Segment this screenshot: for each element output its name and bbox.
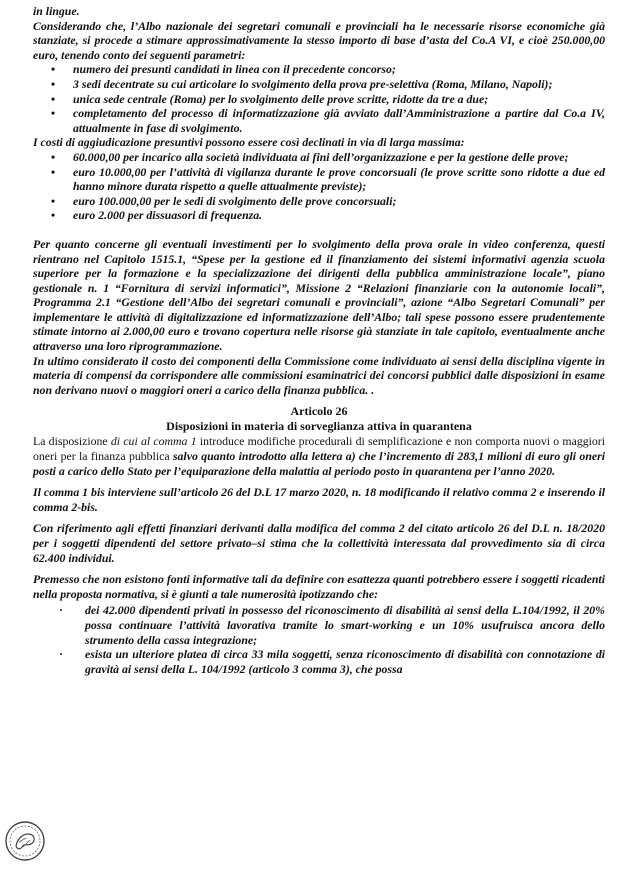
list-item: • numero dei presunti candidati in linea con il precedente concorso; (51, 62, 396, 77)
article-number: Articolo 26 (290, 404, 348, 419)
article-title: Disposizioni in materia di sorveglianza attiva in quarantena (166, 419, 472, 434)
paragraph-costs-intro: I costi di aggiudicazione presuntivi possono essere così declinati in via di larga massima: (33, 135, 465, 150)
bullet-icon: • (51, 76, 56, 91)
bullet-icon: • (51, 149, 56, 164)
list-item: • completamento del processo di informatizzazione già avviato dall’Amministrazione a partire dal Co.a IV, attualmente in fase di svolgimento. (51, 106, 605, 135)
spacer (33, 565, 605, 572)
list-item: • 3 sedi decentrate su cui articolare lo svolgimento della prova pre-selettiva (Roma, Milano, Napoli); (51, 76, 553, 91)
list-item: · esista un ulteriore platea di circa 33 mila soggetti, senza riconoscimento di disabilità con connotazione di gravità ai sensi della L. 104/1992 (articolo 3 comma 3), che possa (59, 647, 605, 676)
spacer (33, 514, 605, 521)
bullet-icon: • (51, 91, 56, 106)
dot-icon: · (59, 647, 63, 662)
bullet-icon: • (51, 193, 56, 208)
paragraph-premesso: Premesso che non esistono fonti informative tali da definire con esattezza quanti potrebbero essere i soggetti ricadenti nella proposta normativa, si è giunti a tale numerosità ipotizzando che: (33, 572, 605, 601)
paragraph-effetti-finanziari: Con riferimento agli effetti finanziari derivanti dalla modifica del comma 2 del citato articolo 26 del D.L n. 18/2020 per i soggetti dipendenti del settore privato–si stima che la collettività interessata dal provvedimento sia di circa 62.400 individui. (33, 521, 605, 565)
bullet-icon: • (51, 106, 56, 121)
paragraph-prova-orale: Per quanto concerne gli eventuali investimenti per lo svolgimento della prova orale in video conferenza, questi rientrano nel Capitolo 1515.1, “Spese per la gestione ed il finanziamento dei sistemi informativi agenzia scuola superiore per la formazione e la specializzazione dei dirigenti della pubblica amministrazione locale”, piano gestionale n. 1 “Fornitura di servizi informatici”, Missione 2 “Relazioni finanziarie con la autonomie locali”, Programma 2.1 “Gestione dell’Albo dei segretari comunali e provinciali”, azione “Albo Segretari Comunali” per implementare le attività di digitalizzazione ed informatizzazione dell’Albo; tali spese possono essere prudentemente stimate intorno ai 2.000,00 euro e trovano copertura nelle risorse già stanziate in tale capitolo, eventualmente anche attraverso una loro riprogrammazione. (33, 236, 605, 354)
paragraph-commissione: In ultimo considerato il costo dei componenti della Commissione come individuato ai sensi della disciplina vigente in materia di compensi da corrispondere alle commissioni esaminatrici dei concorsi pubblici dalle disposizioni in esame non derivano nuovi o maggiori oneri a carico della finanza pubblica. . (33, 353, 605, 397)
list-item: · dei 42.000 dipendenti privati in possesso del riconoscimento di disabilità ai sensi della L.104/1992, il 20% possa continuare l’attività lavorativa tramite lo smart-working e un 10% usufruisca ancora dello strumento della cassa integrazione; (59, 603, 605, 647)
emblem-icon (4, 820, 46, 862)
spacer (33, 397, 605, 404)
bullet-icon: • (51, 164, 56, 179)
paragraph-disposizione: La disposizione di cui al comma 1 introduce modifiche procedurali di semplificazione e non comporta nuovi o maggiori oneri per la finanza pubblica salvo quanto introdotto alla lettera a) che l’incremento di 283,1 milioni di euro gli oneri posti a carico dello Stato per l’equiparazione della malattia al periodo posto in quarantena per l’anno 2020. (33, 434, 605, 478)
list-item: • euro 10.000,00 per l’attività di vigilanza durante le prove concorsuali (le prove scritte sono ridotte a due ed hanno minore durata rispetto a quelle attualmente previste); (51, 164, 605, 194)
costs-list (33, 150, 605, 223)
text-fragment: in lingue. (33, 4, 80, 18)
paragraph-comma-1-bis: Il comma 1 bis interviene sull’articolo 26 del D.L 17 marzo 2020, n. 18 modificando il relativo comma 2 e inserendo il comma 2-bis. (33, 485, 605, 514)
bullet-icon: • (51, 208, 56, 223)
spacer (33, 478, 605, 485)
spacer (33, 223, 605, 237)
hypotheses-list (33, 603, 605, 676)
list-item: • euro 2.000 per dissuasori di frequenza. (51, 208, 263, 223)
list-item: • unica sede centrale (Roma) per lo svolgimento delle prove scritte, ridotte da tre a due; (51, 91, 489, 106)
list-item: • euro 100.000,00 per le sedi di svolgimento delle prove concorsuali; (51, 193, 397, 208)
list-item: • 60.000,00 per incarico alla società individuata ai fini dell’organizzazione e per la gestione delle prove; (51, 149, 569, 164)
dot-icon: · (59, 603, 63, 618)
paragraph-budget: Considerando che, l’Albo nazionale dei segretari comunali e provinciali ha le necessarie risorse economiche già stanziate, si procede a stimare approssimativamente la stesso importo di base d’asta del Co.A VI, e cioè 250.000,00 euro, tenendo conto dei seguenti parametri: (33, 18, 605, 62)
params-list (33, 62, 605, 135)
bullet-icon: • (51, 62, 56, 77)
